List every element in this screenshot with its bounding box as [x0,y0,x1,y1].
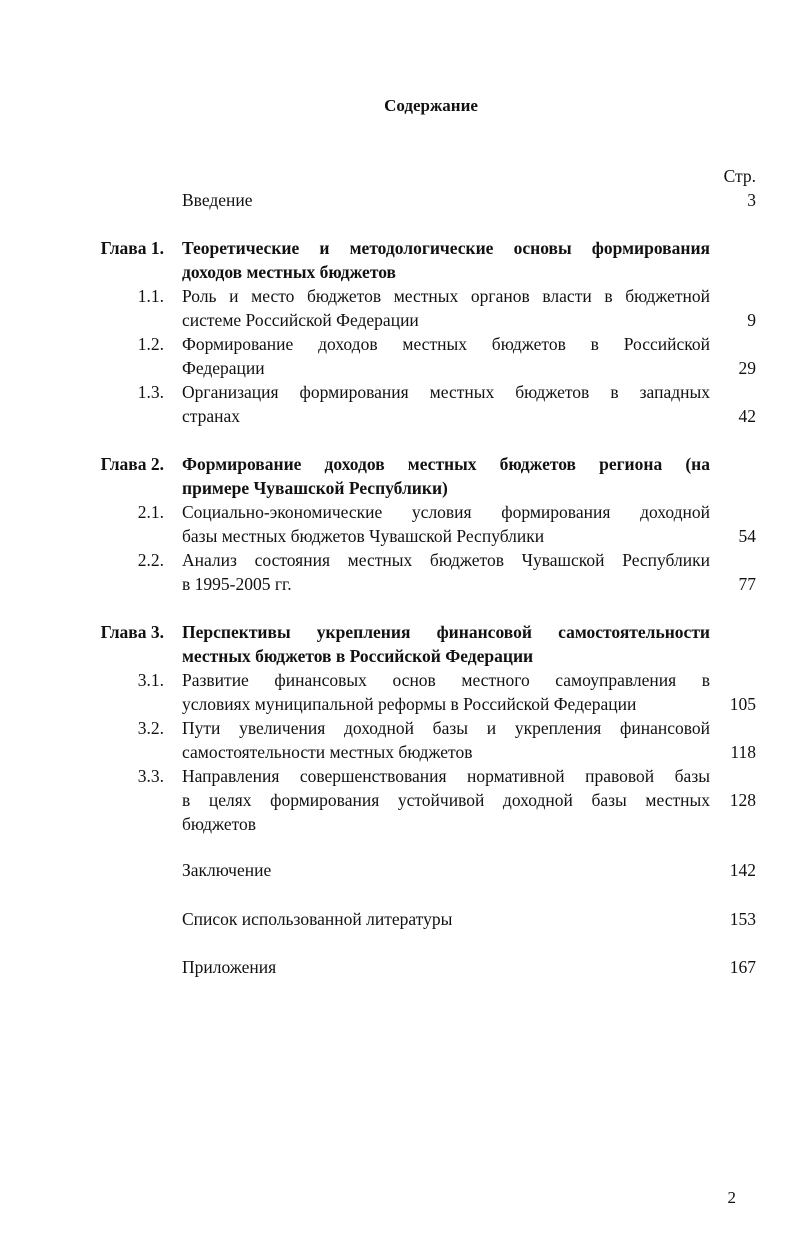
section-3-2-line: самостоятельности местных бюджетов [182,742,473,762]
section-2-2-line: в 1995-2005 гг. [182,574,292,594]
section-3-1-number: 3.1. [137,670,164,690]
section-1-3-page: 42 [738,406,756,426]
section-1-3-line: странах [182,406,241,426]
toc-entry-intro-page: 3 [747,190,756,210]
chapter-1-title-line: доходов местных бюджетов [182,262,396,282]
toc-entry-references-page: 153 [729,909,756,929]
chapter-3-label: Глава 3. [100,622,164,642]
section-1-1-line: Роль и место бюджетов местных органов власти в бюджетной [182,286,710,306]
section-2-2-line: Анализ состояния местных бюджетов Чувашской Республики [182,550,710,570]
section-1-2-number: 1.2. [137,334,164,354]
toc-entry-conclusion-page: 142 [729,860,756,880]
section-2-2-number: 2.2. [137,550,164,570]
page-column-header: Стр. [723,166,756,186]
toc-entry-appendices-title: Приложения [182,957,277,977]
section-1-1-page: 9 [747,310,756,330]
section-2-1-number: 2.1. [137,502,164,522]
page-number: 2 [727,1188,736,1207]
section-3-1-page: 105 [729,694,756,714]
toc-title: Содержание [384,96,478,115]
chapter-1-label: Глава 1. [100,238,164,258]
toc-entry-references-title: Список использованной литературы [182,909,453,929]
section-1-2-line: Федерации [182,358,265,378]
section-2-1-page: 54 [738,526,756,546]
chapter-3-title-line: Перспективы укрепления финансовой самостоятельности [182,622,710,642]
section-3-3-line: бюджетов [182,814,257,834]
section-1-3-number: 1.3. [137,382,164,402]
section-3-3-page: 128 [729,790,756,810]
toc-entry-intro-title: Введение [182,190,253,210]
section-1-1-line: системе Российской Федерации [182,310,419,330]
section-1-1-number: 1.1. [137,286,164,306]
section-3-1-line: Развитие финансовых основ местного самоуправления в [182,670,710,690]
section-3-3-line: в целях формирования устойчивой доходной базы местных [182,790,710,810]
chapter-3-title-line: местных бюджетов в Российской Федерации [182,646,534,666]
chapter-2-title-line: примере Чувашской Республики) [182,478,448,498]
section-3-2-page: 118 [730,742,756,762]
section-1-2-line: Формирование доходов местных бюджетов в Российской [182,334,710,354]
section-2-1-line: Социально-экономические условия формирования доходной [182,502,710,522]
section-2-2-page: 77 [738,574,756,594]
section-3-1-line: условиях муниципальной реформы в Российской Федерации [182,694,637,714]
section-1-2-page: 29 [738,358,756,378]
chapter-2-title-line: Формирование доходов местных бюджетов региона (на [182,454,710,474]
section-2-1-line: базы местных бюджетов Чувашской Республики [182,526,545,546]
section-1-3-line: Организация формирования местных бюджетов в западных [182,382,710,402]
section-3-2-line: Пути увеличения доходной базы и укрепления финансовой [182,718,710,738]
toc-entry-conclusion-title: Заключение [182,860,272,880]
chapter-2-label: Глава 2. [100,454,164,474]
chapter-1-title-line: Теоретические и методологические основы формирования [182,238,710,258]
section-3-3-number: 3.3. [137,766,164,786]
toc-entry-appendices-page: 167 [729,957,756,977]
section-3-3-line: Направления совершенствования нормативной правовой базы [182,766,710,786]
section-3-2-number: 3.2. [137,718,164,738]
